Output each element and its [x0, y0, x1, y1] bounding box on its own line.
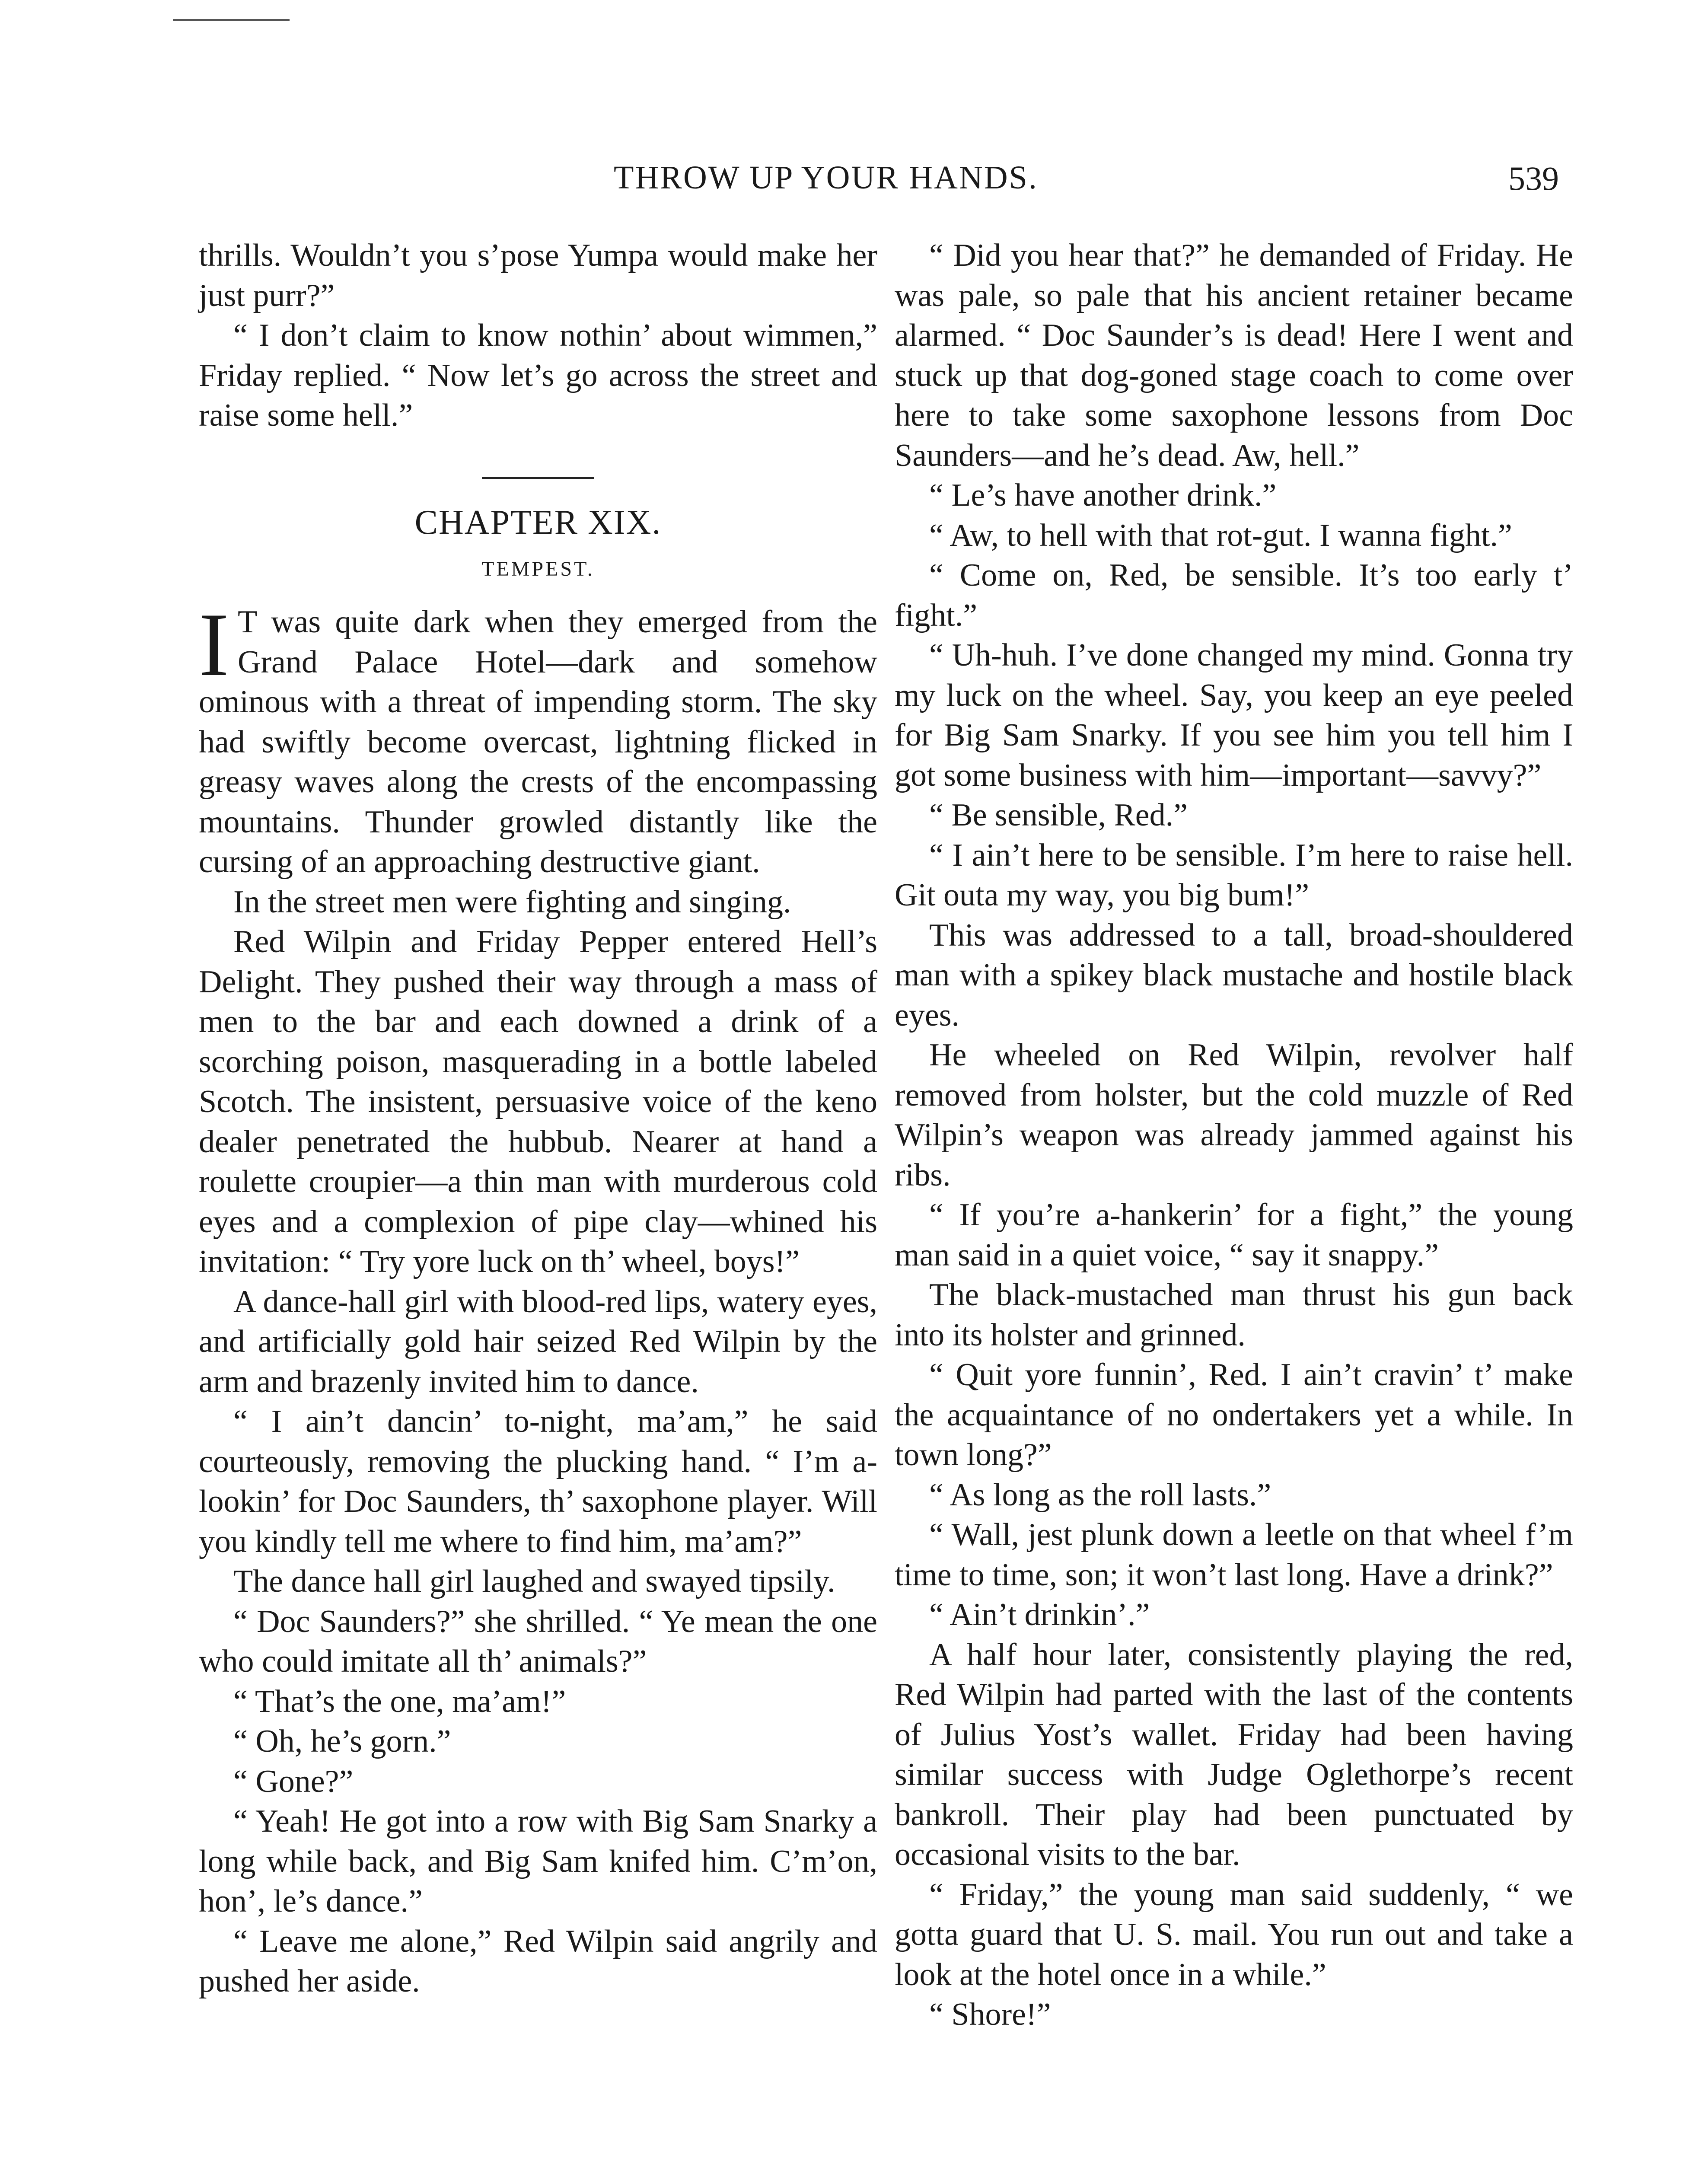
paragraph: “ Wall, jest plunk down a leetle on that wheel f’m time to time, son; it won’t last long. Have a drink?”: [895, 1517, 1573, 1593]
paragraph: A half hour later, consistently playing the red, Red Wilpin had parted with the last of the contents of Julius Yost’s wallet. Friday had been having similar success with Judge Oglethorpe’s recent bankroll. Their play had been punctuated by occasional visits to the bar.: [895, 1637, 1573, 1872]
paragraph: “ Oh, he’s gorn.”: [233, 1724, 451, 1759]
paragraph: thrills. Wouldn’t you s’pose Yumpa would make her just purr?”: [199, 238, 877, 313]
page-number: 539: [1508, 159, 1559, 197]
paragraph: “ Gone?”: [233, 1763, 354, 1799]
paragraph: “ Shore!”: [929, 1997, 1051, 2032]
paragraph: “ As long as the roll lasts.”: [929, 1477, 1271, 1513]
paragraph: “ Ain’t drinkin’.”: [929, 1597, 1150, 1632]
paragraph: “ If you’re a-hankerin’ for a fight,” the young man said in a quiet voice, “ say it snappy.”: [895, 1197, 1573, 1273]
paragraph: “ I ain’t dancin’ to-night, ma’am,” he said courteously, removing the plucking hand. “ I’m a-lookin’ for Doc Saunders, th’ saxophone player. Will you kindly tell me where to find him, ma’am?”: [199, 1404, 877, 1559]
paragraph: Red Wilpin and Friday Pepper entered Hell’s Delight. They pushed their way through a mass of men to the bar and each downed a drink of a scorching poison, masquerading in a bottle labeled Scotch. The insistent, persuasive voice of the keno dealer penetrated the hubbub. Nearer at hand a roulette croupier—a thin man with murderous cold eyes and a complexion of pipe clay—whined his invitation: “ Try yore luck on th’ wheel, boys!”: [199, 924, 877, 1279]
running-title: THROW UP YOUR HANDS.: [614, 159, 1038, 196]
paragraph: The dance hall girl laughed and swayed tipsily.: [233, 1564, 835, 1599]
paragraph: “ Come on, Red, be sensible. It’s too early t’ fight.”: [895, 558, 1573, 633]
section-divider: [482, 477, 594, 479]
right-column: [895, 236, 1573, 2035]
opening-text: T was quite dark when they emerged from the Grand Palace Hotel—dark and somehow ominous with a threat of impending storm. The sky had swiftly become overcast, lightning flicked in greasy waves along the crests of the encompassing mountains. Thunder growled distantly like the cursing of an approaching destructive giant.: [199, 604, 877, 880]
paragraph: “ Quit yore funnin’, Red. I ain’t cravin’ t’ make the acquaintance of no ondertakers yet a while. In town long?”: [895, 1357, 1573, 1473]
paragraph: A dance-hall girl with blood-red lips, watery eyes, and artificially gold hair seized Red Wilpin by the arm and brazenly invited him to dance.: [199, 1284, 877, 1399]
paragraph: “ That’s the one, ma’am!”: [233, 1683, 566, 1719]
paragraph: “ Doc Saunders?” she shrilled. “ Ye mean the one who could imitate all th’ animals?”: [199, 1603, 877, 1679]
paragraph: “ Yeah! He got into a row with Big Sam Snarky a long while back, and Big Sam knifed him. C’m’on, hon’, le’s dance.”: [199, 1804, 877, 1919]
drop-cap: I: [199, 595, 229, 695]
paragraph: “ Uh-huh. I’ve done changed my mind. Gonna try my luck on the wheel. Say, you keep an eye peeled for Big Sam Snarky. If you see him you tell him I got some business with him—important—savvy?”: [895, 637, 1573, 793]
paragraph: “ I ain’t here to be sensible. I’m here to raise hell. Git outa my way, you big bum!”: [895, 837, 1573, 913]
chapter-heading: CHAPTER XIX.: [414, 503, 662, 542]
paragraph: This was addressed to a tall, broad-shouldered man with a spikey black mustache and hostile black eyes.: [895, 917, 1573, 1033]
top-rule: [173, 19, 290, 21]
paragraph: “ Be sensible, Red.”: [929, 797, 1188, 833]
paragraph: “ Le’s have another drink.”: [929, 478, 1277, 513]
paragraph: “ Friday,” the young man said suddenly, “ we gotta guard that U. S. mail. You run out and take a look at the hotel once in a while.”: [895, 1877, 1573, 1992]
paragraph: “ I don’t claim to know nothin’ about wimmen,” Friday replied. “ Now let’s go across the street and raise some hell.”: [199, 318, 877, 433]
opening-paragraph: [199, 595, 877, 882]
paragraph: “ Aw, to hell with that rot-gut. I wanna fight.”: [929, 517, 1512, 553]
chapter-subtitle: TEMPEST.: [481, 558, 595, 580]
left-column: [199, 236, 877, 2002]
paragraph: In the street men were fighting and singing.: [233, 884, 791, 920]
paragraph: “ Leave me alone,” Red Wilpin said angrily and pushed her aside.: [199, 1923, 877, 1999]
paragraph: The black-mustached man thrust his gun back into its holster and grinned.: [895, 1277, 1573, 1353]
paragraph: “ Did you hear that?” he demanded of Friday. He was pale, so pale that his ancient retainer became alarmed. “ Doc Saunder’s is dead! Here I went and stuck up that dog-goned stage coach to come over here to take some saxophone lessons from Doc Saunders—and he’s dead. Aw, hell.”: [895, 238, 1573, 473]
paragraph: He wheeled on Red Wilpin, revolver half removed from holster, but the cold muzzle of Red Wilpin’s weapon was already jammed against his ribs.: [895, 1037, 1573, 1193]
